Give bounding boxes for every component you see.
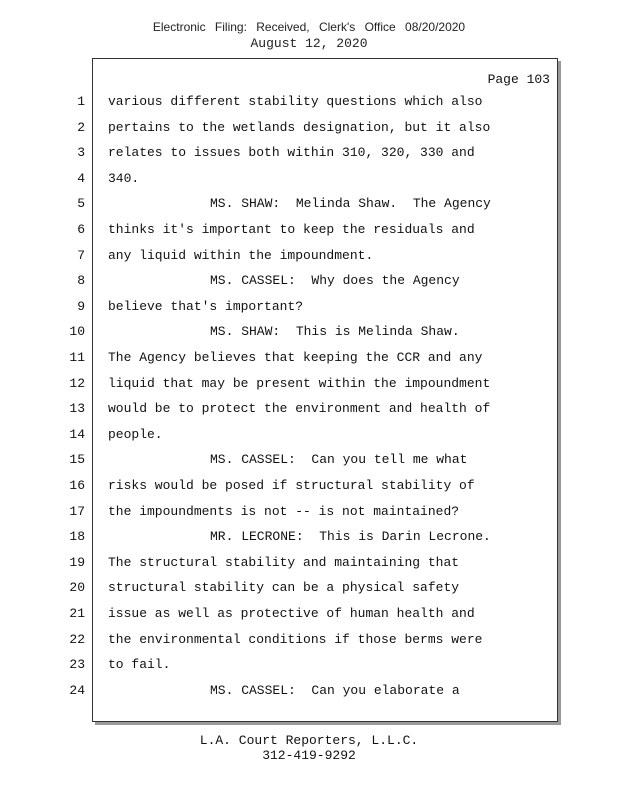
line-text: would be to protect the environment and health of [108, 401, 491, 417]
transcript-line [0, 450, 618, 470]
line-number: 18 [69, 529, 85, 545]
line-number: 22 [69, 631, 85, 647]
line-text: MR. LECRONE: This is Darin Lecrone. [210, 529, 491, 545]
line-text: liquid that may be present within the impoundment [108, 375, 491, 391]
line-number: 17 [69, 503, 85, 519]
reporter-phone: 312-419-9292 [262, 748, 356, 763]
filing-stamp: Electronic Filing: Received, Clerk's Office 08/20/2020 [152, 20, 466, 34]
line-number: 6 [77, 222, 85, 237]
transcript-line [0, 681, 618, 701]
line-text: various different stability questions which also [108, 94, 483, 109]
transcript-line [0, 655, 618, 675]
line-text: 340. [108, 170, 140, 186]
line-text: MS. SHAW: This is Melinda Shaw. [210, 324, 460, 340]
transcript-line [0, 374, 618, 394]
line-number: 13 [69, 401, 85, 417]
transcript-line [0, 348, 618, 368]
line-text: issue as well as protective of human health and [108, 606, 475, 621]
line-number: 21 [69, 606, 85, 621]
transcript-line [0, 578, 618, 598]
line-number: 20 [69, 580, 85, 596]
line-text: structural stability can be a physical safety [108, 580, 460, 596]
transcript-line [0, 476, 618, 496]
transcript-line [0, 399, 618, 419]
line-number: 5 [77, 196, 85, 212]
transcript-date: August 12, 2020 [250, 36, 368, 51]
footer [0, 733, 618, 763]
line-text: MS. CASSEL: Why does the Agency [210, 273, 460, 289]
line-number: 8 [77, 273, 85, 289]
transcript-line [0, 630, 618, 650]
line-number: 2 [77, 119, 85, 135]
line-text: MS. SHAW: Melinda Shaw. The Agency [210, 196, 491, 212]
transcript-line [0, 169, 618, 189]
transcript-line [0, 502, 618, 522]
line-text: to fail. [108, 657, 171, 673]
transcript-line [0, 271, 618, 291]
line-number: 9 [77, 298, 85, 314]
line-number: 3 [77, 145, 85, 161]
line-text: MS. CASSEL: Can you tell me what [210, 452, 468, 468]
line-number: 4 [77, 170, 85, 186]
line-text: people. [108, 426, 163, 442]
line-text: The structural stability and maintaining that [108, 554, 460, 570]
line-number: 7 [77, 247, 85, 263]
line-number: 23 [69, 657, 85, 673]
reporter-company: L.A. Court Reporters, L.L.C. [199, 733, 419, 748]
page-number: Page 103 [487, 72, 550, 87]
line-text: pertains to the wetlands designation, but it also [108, 119, 491, 135]
line-text: risks would be posed if structural stability of [108, 478, 475, 493]
line-text: MS. CASSEL: Can you elaborate a [210, 682, 460, 698]
transcript-line [0, 246, 618, 266]
transcript-line [0, 194, 618, 214]
line-text: relates to issues both within 310, 320, 330 and [108, 145, 475, 161]
transcript-line [0, 604, 618, 624]
line-number: 19 [69, 554, 85, 570]
line-number: 10 [69, 324, 85, 340]
transcript-line [0, 527, 618, 547]
line-number: 24 [69, 682, 85, 698]
line-number: 12 [69, 375, 85, 391]
transcript-line [0, 553, 618, 573]
line-number: 15 [69, 452, 85, 468]
line-text: the impoundments is not -- is not maintained? [108, 503, 460, 519]
transcript-line [0, 425, 618, 445]
transcript-line [0, 118, 618, 138]
line-number: 11 [69, 350, 85, 365]
line-number: 14 [69, 426, 85, 442]
line-text: the environmental conditions if those berms were [108, 631, 483, 647]
transcript-line [0, 220, 618, 240]
line-number: 1 [77, 94, 85, 109]
transcript-line [0, 92, 618, 112]
transcript-line [0, 322, 618, 342]
transcript-line [0, 297, 618, 317]
line-text: believe that's important? [108, 298, 304, 314]
line-text: The Agency believes that keeping the CCR and any [108, 350, 483, 365]
transcript-line [0, 143, 618, 163]
line-number: 16 [69, 478, 85, 493]
line-text: any liquid within the impoundment. [108, 247, 374, 263]
line-text: thinks it's important to keep the residuals and [108, 222, 475, 237]
